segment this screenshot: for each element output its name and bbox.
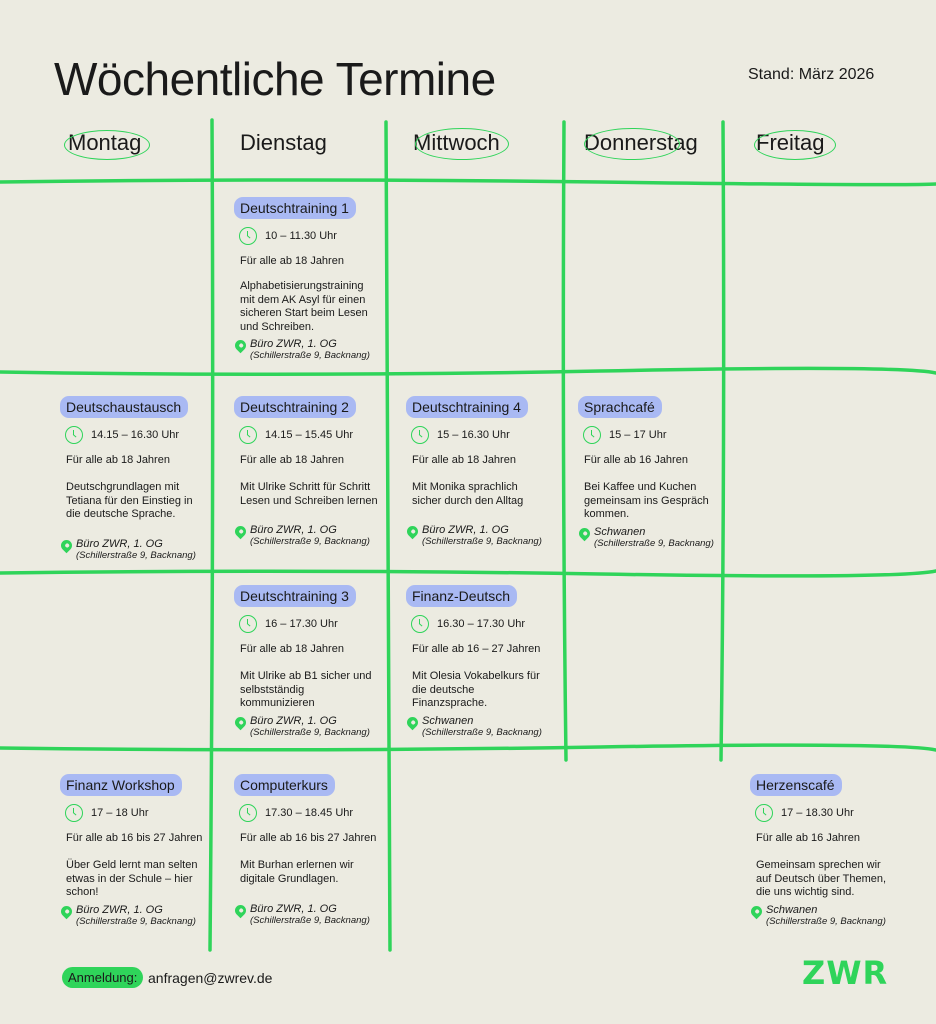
event-title: Finanz Workshop bbox=[60, 774, 182, 796]
day-label: Montag bbox=[68, 130, 142, 155]
event-description: Mit Monika sprachlich sicher durch den Alltag bbox=[412, 481, 524, 507]
zwr-logo: ZWR bbox=[802, 954, 889, 992]
event-title: Deutschtraining 1 bbox=[234, 197, 356, 219]
event-time: 15 – 17 Uhr bbox=[578, 424, 738, 446]
map-pin-icon bbox=[405, 714, 421, 730]
event-age: Für alle ab 16 Jahren bbox=[584, 454, 688, 466]
event-card-computerkurs bbox=[234, 774, 394, 927]
event-age: Für alle ab 18 Jahren bbox=[240, 643, 344, 655]
event-card-deutschtraining-2 bbox=[234, 396, 394, 548]
event-card-deutschaustausch bbox=[60, 396, 220, 562]
event-location: Büro ZWR, 1. OG (Schillerstraße 9, Backnang) bbox=[60, 538, 220, 562]
event-description: Mit Ulrike ab B1 sicher und selbstständig kommunizieren bbox=[240, 670, 372, 709]
map-pin-icon bbox=[233, 714, 249, 730]
day-label: Donnerstag bbox=[584, 130, 698, 155]
event-time: 16.30 – 17.30 Uhr bbox=[406, 613, 566, 635]
day-label: Mittwoch bbox=[413, 130, 500, 155]
page-title: Wöchentliche Termine bbox=[54, 53, 496, 105]
event-title: Herzenscafé bbox=[750, 774, 842, 796]
map-pin-icon bbox=[233, 524, 249, 540]
day-label: Freitag bbox=[756, 130, 825, 155]
event-card-sprachcafe bbox=[578, 396, 738, 550]
clock-icon bbox=[239, 426, 257, 444]
clock-icon bbox=[239, 227, 257, 245]
event-card-deutschtraining-1 bbox=[234, 197, 394, 362]
event-location: Büro ZWR, 1. OG (Schillerstraße 9, Backnang) bbox=[60, 904, 220, 928]
event-title: Deutschtraining 2 bbox=[234, 396, 356, 418]
day-label: Dienstag bbox=[240, 130, 327, 155]
event-description: Über Geld lernt man selten etwas in der Schule – hier schon! bbox=[66, 859, 198, 898]
clock-icon bbox=[755, 804, 773, 822]
clock-icon bbox=[239, 804, 257, 822]
event-description: Mit Olesia Vokabelkurs für die deutsche Finanzsprache. bbox=[412, 670, 540, 709]
event-card-deutschtraining-3 bbox=[234, 585, 394, 739]
event-description: Deutschgrundlagen mit Tetiana für den Einstieg in die deutsche Sprache. bbox=[66, 481, 193, 520]
event-age: Für alle ab 16 bis 27 Jahren bbox=[66, 832, 203, 844]
map-pin-icon bbox=[59, 903, 75, 919]
event-age: Für alle ab 16 Jahren bbox=[756, 832, 860, 844]
clock-icon bbox=[583, 426, 601, 444]
event-location: Schwanen (Schillerstraße 9, Backnang) bbox=[406, 715, 566, 739]
event-location: Büro ZWR, 1. OG (Schillerstraße 9, Backnang) bbox=[234, 524, 394, 548]
event-location: Schwanen (Schillerstraße 9, Backnang) bbox=[750, 904, 910, 928]
event-title: Deutschtraining 4 bbox=[406, 396, 528, 418]
status-date: Stand: März 2026 bbox=[748, 66, 875, 83]
clock-icon bbox=[411, 426, 429, 444]
event-description: Mit Ulrike Schritt für Schritt Lesen und Schreiben lernen bbox=[240, 481, 378, 507]
event-card-finanz-workshop bbox=[60, 774, 220, 928]
event-age: Für alle ab 16 bis 27 Jahren bbox=[240, 832, 377, 844]
event-location: Büro ZWR, 1. OG (Schillerstraße 9, Backnang) bbox=[234, 903, 394, 927]
event-card-finanz-deutsch bbox=[406, 585, 566, 739]
map-pin-icon bbox=[233, 338, 249, 354]
event-title: Finanz-Deutsch bbox=[406, 585, 517, 607]
registration-label: Anmeldung: bbox=[62, 967, 143, 988]
event-title: Sprachcafé bbox=[578, 396, 662, 418]
event-age: Für alle ab 18 Jahren bbox=[412, 454, 516, 466]
event-location: Schwanen (Schillerstraße 9, Backnang) bbox=[578, 526, 738, 550]
event-time: 15 – 16.30 Uhr bbox=[406, 424, 566, 446]
clock-icon bbox=[239, 615, 257, 633]
event-time: 17 – 18 Uhr bbox=[60, 802, 220, 824]
event-description: Mit Burhan erlernen wir digitale Grundlagen. bbox=[240, 859, 354, 885]
event-time: 14.15 – 15.45 Uhr bbox=[234, 424, 394, 446]
event-age: Für alle ab 18 Jahren bbox=[240, 454, 344, 466]
event-description: Gemeinsam sprechen wir auf Deutsch über Themen, die uns wichtig sind. bbox=[756, 859, 887, 898]
event-title: Deutschtraining 3 bbox=[234, 585, 356, 607]
map-pin-icon bbox=[577, 525, 593, 541]
event-time: 17 – 18.30 Uhr bbox=[750, 802, 910, 824]
clock-icon bbox=[411, 615, 429, 633]
event-time: 10 – 11.30 Uhr bbox=[234, 225, 394, 247]
map-pin-icon bbox=[749, 903, 765, 919]
event-age: Für alle ab 18 Jahren bbox=[66, 454, 170, 466]
clock-icon bbox=[65, 426, 83, 444]
map-pin-icon bbox=[59, 537, 75, 553]
event-age: Für alle ab 16 – 27 Jahren bbox=[412, 643, 541, 655]
map-pin-icon bbox=[233, 903, 249, 919]
event-location: Büro ZWR, 1. OG (Schillerstraße 9, Backnang) bbox=[406, 524, 566, 548]
event-card-deutschtraining-4 bbox=[406, 396, 566, 548]
event-card-herzenscafe bbox=[750, 774, 910, 928]
event-time: 16 – 17.30 Uhr bbox=[234, 613, 394, 635]
event-age: Für alle ab 18 Jahren bbox=[240, 255, 344, 267]
event-description: Alphabetisierungstraining mit dem AK Asyl für einen sicheren Start beim Lesen und Schreiben. bbox=[240, 280, 368, 333]
map-pin-icon bbox=[405, 524, 421, 540]
event-time: 17.30 – 18.45 Uhr bbox=[234, 802, 394, 824]
clock-icon bbox=[65, 804, 83, 822]
event-time: 14.15 – 16.30 Uhr bbox=[60, 424, 220, 446]
event-title: Computerkurs bbox=[234, 774, 335, 796]
event-description: Bei Kaffee und Kuchen gemeinsam ins Gespräch kommen. bbox=[584, 481, 709, 520]
event-location: Büro ZWR, 1. OG (Schillerstraße 9, Backnang) bbox=[234, 715, 394, 739]
registration-email-link[interactable]: anfragen@zwrev.de bbox=[148, 970, 273, 986]
event-location: Büro ZWR, 1. OG (Schillerstraße 9, Backnang) bbox=[234, 338, 394, 362]
event-title: Deutschaustausch bbox=[60, 396, 188, 418]
